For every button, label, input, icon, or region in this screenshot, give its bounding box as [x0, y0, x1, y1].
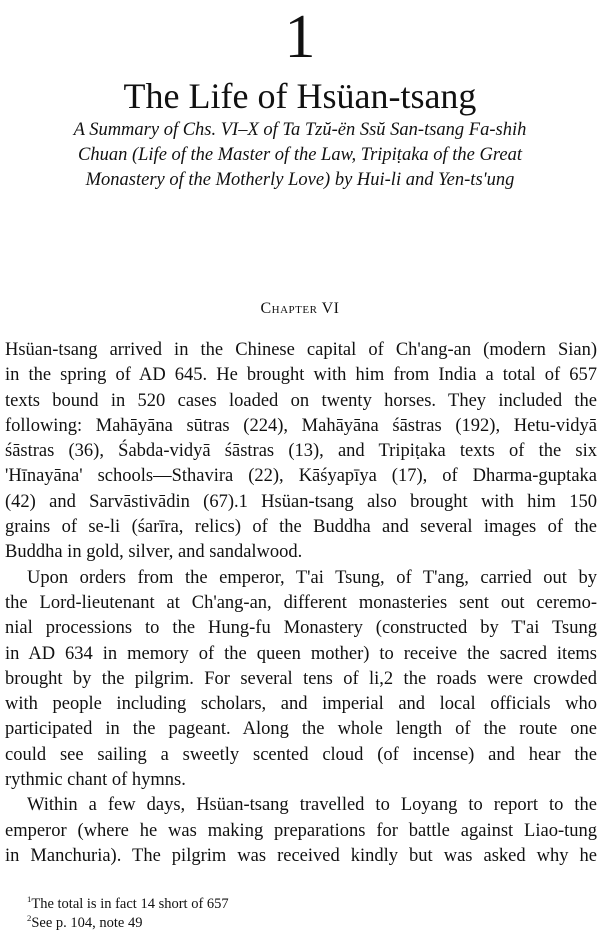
text-line: nial processions to the Hung-fu Monastery (constructed by T'ai Tsung [5, 618, 597, 639]
text-line: the Lord-lieutenant at Ch'ang-an, different monasteries sent out ceremo- [5, 592, 597, 613]
text-line: grains of se-li (śarīra, relics) of the Buddha and several images of the [5, 517, 597, 538]
chapter-number: 1 [284, 3, 316, 71]
footnote-marker: 1 [27, 894, 32, 905]
text-line: with people including scholars, and imperial and local officials who [5, 694, 597, 715]
text-line: rythmic chant of hymns. [5, 770, 186, 791]
text-line: participated in the pageant. Along the whole length of the route one [5, 719, 597, 740]
footnote [27, 895, 587, 914]
text-line: in the spring of AD 645. He brought with him from India a total of 657 [5, 365, 597, 386]
text-line: in Manchuria). The pilgrim was received kindly but was asked why he [5, 845, 597, 866]
footnote-text: See p. 104, note 49 [31, 915, 143, 931]
footnote-text: The total is in fact 14 short of 657 [31, 896, 229, 912]
subtitle-line: Chuan (Life of the Master of the Law, Tripiṭaka of the Great [78, 145, 522, 165]
text-line: texts bound in 520 cases loaded on twenty horses. They included the [5, 390, 597, 411]
text-line: Hsüan-tsang arrived in the Chinese capital of Ch'ang-an (modern Sian) [5, 340, 597, 360]
text-line: 'Hīnayāna' schools—Sthavira (22), Kāśyapīya (17), of Dharma-guptaka [5, 466, 597, 487]
chapter-subtitle [20, 118, 580, 193]
text-line: (42) and Sarvāstivādin (67).1 Hsüan-tsang also brought with him 150 [5, 491, 597, 512]
text-line: Within a few days, Hsüan-tsang travelled to Loyang to report to the [27, 795, 597, 816]
text-line: in AD 634 in memory of the queen mother) to receive the sacred items [5, 643, 597, 664]
footnotes [27, 895, 587, 933]
section-heading: Chapter VI [260, 300, 340, 317]
text-line: following: Mahāyāna sūtras (224), Mahāyāna śāstras (192), Hetu-vidyā [5, 415, 597, 436]
text-line: emperor (where he was making preparations for battle against Liao-tung [5, 820, 597, 841]
footnote-marker: 2 [27, 913, 32, 924]
footnote [27, 914, 587, 933]
chapter-title: The Life of Hsüan-tsang [123, 76, 477, 116]
text-line: Upon orders from the emperor, T'ai Tsung, of T'ang, carried out by [27, 567, 597, 588]
text-line: brought by the pilgrim. For several tens of li,2 the roads were crowded [5, 668, 597, 689]
subtitle-line: A Summary of Chs. VI–X of Ta Tzŭ-ën Ssŭ San-tsang Fa-shih [73, 120, 527, 140]
text-line: śāstras (36), Śabda-vidyā śāstras (13), and Tripiṭaka texts of the six [5, 441, 597, 462]
text-line: could see sailing a sweetly scented cloud (of incense) and hear the [5, 744, 597, 765]
body-text [5, 338, 597, 869]
text-line: Buddha in gold, silver, and sandalwood. [5, 542, 303, 563]
subtitle-line: Monastery of the Motherly Love) by Hui-li and Yen-ts'ung [85, 170, 515, 190]
